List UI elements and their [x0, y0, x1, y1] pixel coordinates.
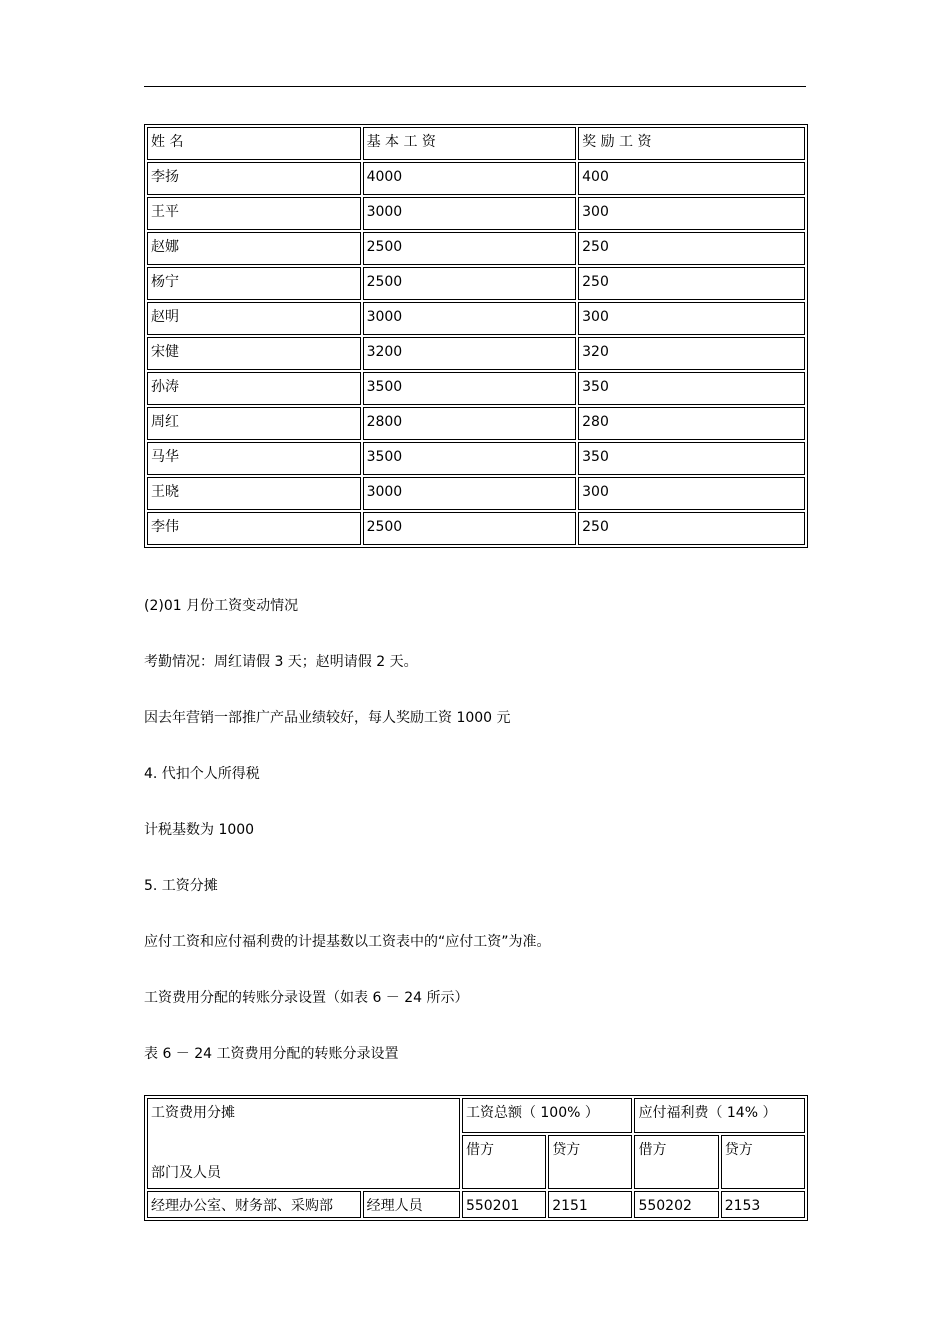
paragraph-transfer-setting: 工资费用分配的转账分录设置（如表 6 － 24 所示）: [144, 990, 469, 1006]
table-cell: 杨宁: [147, 267, 361, 300]
table-cell: 350: [578, 442, 805, 475]
paragraph-bonus: 因去年营销一部推广产品业绩较好，每人奖励工资 1000 元: [144, 710, 511, 726]
table-caption: 表 6 － 24 工资费用分配的转账分录设置: [144, 1046, 399, 1062]
table-cell: 3200: [363, 337, 577, 370]
table-cell: 王晓: [147, 477, 361, 510]
paragraph-allocation-base: 应付工资和应付福利费的计提基数以工资表中的“应付工资”为准。: [144, 934, 551, 950]
table-row: [147, 442, 805, 475]
table-cell: 马华: [147, 442, 361, 475]
table-cell: 4000: [363, 162, 577, 195]
column-header: 姓 名: [147, 127, 361, 160]
table-cell: 赵明: [147, 302, 361, 335]
table-cell: 2500: [363, 512, 577, 545]
table-cell: 300: [578, 477, 805, 510]
table-cell: 宋健: [147, 337, 361, 370]
table-cell: 280: [578, 407, 805, 440]
column-header: 奖 励 工 资: [578, 127, 805, 160]
table-cell: 300: [578, 197, 805, 230]
debit-header-1: 借方: [462, 1135, 546, 1189]
group-header-welfare: 应付福利费（ 14% ）: [634, 1098, 805, 1133]
salary-table: [144, 124, 808, 548]
table-cell: 250: [578, 232, 805, 265]
table-cell: 350: [578, 372, 805, 405]
staff-cell: 经理人员: [363, 1191, 460, 1218]
corner-top-label: 工资费用分摊: [151, 1105, 235, 1121]
table-row: [147, 267, 805, 300]
table-cell: 400: [578, 162, 805, 195]
table-cell: 孙涛: [147, 372, 361, 405]
table-cell: 2800: [363, 407, 577, 440]
table-cell: 3500: [363, 372, 577, 405]
corner-bottom-label: 部门及人员: [151, 1165, 221, 1181]
column-header: 基 本 工 资: [363, 127, 577, 160]
value-cell: 2151: [548, 1191, 632, 1218]
table-row: [147, 197, 805, 230]
credit-header-2: 贷方: [721, 1135, 805, 1189]
table-cell: 周红: [147, 407, 361, 440]
table-cell: 3000: [363, 477, 577, 510]
group-header-salary-total: 工资总额（ 100% ）: [462, 1098, 633, 1133]
value-cell: 550202: [634, 1191, 718, 1218]
heading-salary-allocation: 5. 工资分摊: [144, 878, 218, 894]
paragraph-salary-change: (2)01 月份工资变动情况: [144, 598, 299, 614]
table-cell: 2500: [363, 232, 577, 265]
table-cell: 李伟: [147, 512, 361, 545]
table-cell: 250: [578, 512, 805, 545]
table-row: [147, 162, 805, 195]
table-cell: 李扬: [147, 162, 361, 195]
value-cell: 550201: [462, 1191, 546, 1218]
table-row: [147, 232, 805, 265]
table-cell: 赵娜: [147, 232, 361, 265]
table-cell: 2500: [363, 267, 577, 300]
table-header-row: [147, 127, 805, 160]
header-rule: [144, 86, 806, 87]
table-row: [147, 477, 805, 510]
corner-cell: [147, 1098, 460, 1189]
table-cell: 3500: [363, 442, 577, 475]
dept-cell: 经理办公室、财务部、采购部: [147, 1191, 361, 1218]
table-cell: 300: [578, 302, 805, 335]
table-row: [147, 372, 805, 405]
debit-header-2: 借方: [634, 1135, 718, 1189]
table-cell: 320: [578, 337, 805, 370]
credit-header-1: 贷方: [548, 1135, 632, 1189]
table-cell: 3000: [363, 302, 577, 335]
value-cell: 2153: [721, 1191, 805, 1218]
table-cell: 3000: [363, 197, 577, 230]
table-row: [147, 407, 805, 440]
table-row: [147, 512, 805, 545]
table-row: [147, 337, 805, 370]
paragraph-attendance: 考勤情况：周红请假 3 天；赵明请假 2 天。: [144, 654, 418, 670]
paragraph-tax-base: 计税基数为 1000: [144, 822, 255, 838]
table-cell: 王平: [147, 197, 361, 230]
table-cell: 250: [578, 267, 805, 300]
heading-income-tax: 4. 代扣个人所得税: [144, 766, 260, 782]
table-row: [147, 302, 805, 335]
allocation-table: [144, 1095, 808, 1221]
